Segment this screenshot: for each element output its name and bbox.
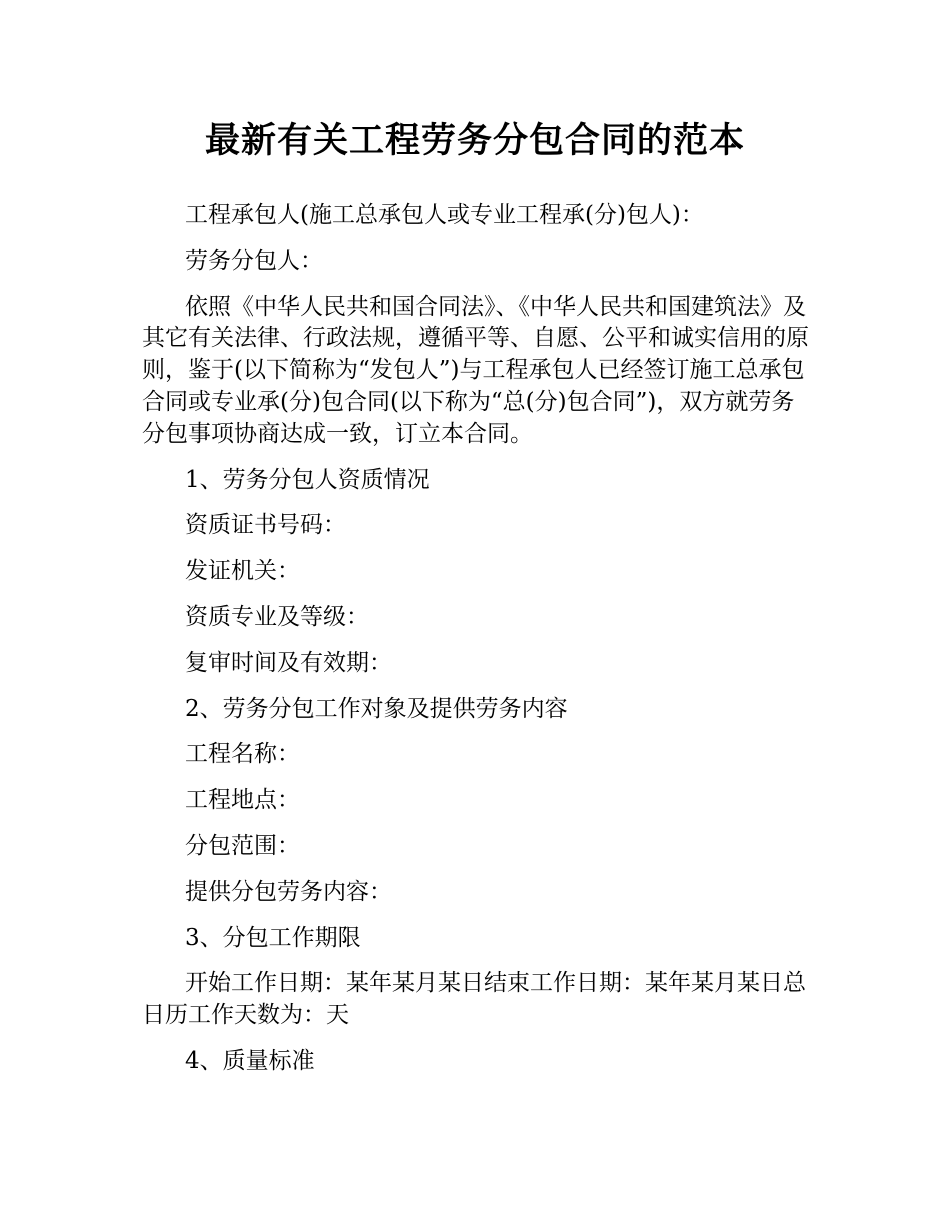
field-project-name: 工程名称： — [185, 741, 300, 768]
field-labor-content: 提供分包劳务内容： — [185, 878, 392, 905]
section-heading-qualification: 1、劳务分包人资质情况 — [185, 466, 430, 493]
paragraph-work-dates: 开始工作日期：某年某月某日结束工作日期：某年某月某日总日历工作天数为：天 — [142, 970, 806, 1029]
paragraph-contractor: 工程承包人(施工总承包人或专业工程承(分)包人)： — [185, 202, 704, 228]
section-heading-quality: 4、质量标准 — [185, 1047, 315, 1074]
field-certificate-number: 资质证书号码： — [185, 512, 346, 539]
field-issuing-authority: 发证机关： — [185, 558, 300, 585]
field-subcontract-scope: 分包范围： — [185, 832, 300, 859]
document-title: 最新有关工程劳务分包合同的范本 — [204, 121, 745, 161]
section-heading-scope: 2、劳务分包工作对象及提供劳务内容 — [185, 695, 568, 722]
section-heading-period: 3、分包工作期限 — [185, 924, 361, 951]
field-project-location: 工程地点： — [185, 787, 300, 814]
paragraph-subcontractor: 劳务分包人： — [185, 247, 323, 274]
field-qualification-grade: 资质专业及等级： — [185, 603, 369, 630]
paragraph-preamble: 依照《中华人民共和国合同法》、《中华人民共和国建筑法》及其它有关法律、行政法规，遵循平等、自愿、公平和诚实信用的原则，鉴于(以下简称为“发包人”)与工程承包人已经签订施工总承包合同或专业承(分)包合同(以下称为“总(分)包合同”)，双方就劳务分包事项协商达成一致，订立本合同。 — [142, 293, 809, 447]
document-body — [142, 200, 814, 1092]
field-review-validity: 复审时间及有效期： — [185, 649, 392, 676]
